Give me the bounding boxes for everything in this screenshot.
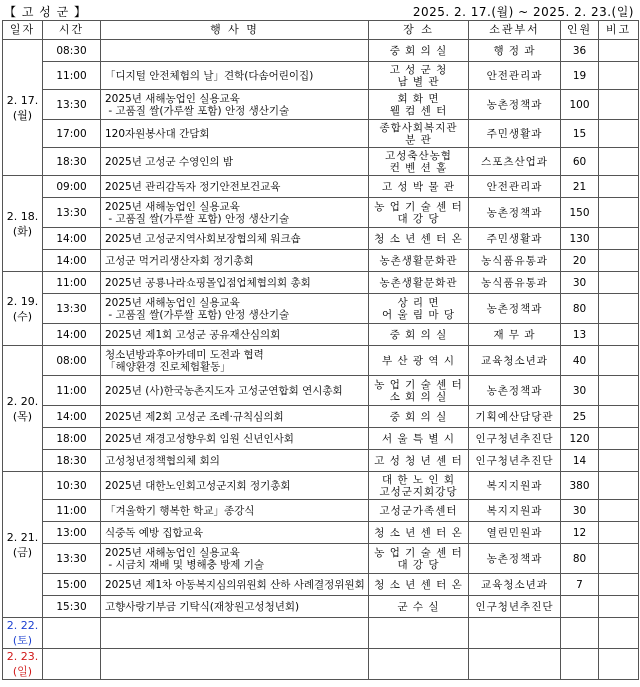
time-cell: 18:30 xyxy=(43,450,101,472)
note-cell xyxy=(599,406,639,428)
col-header-date: 일자 xyxy=(3,21,43,40)
note-cell xyxy=(599,272,639,294)
event-cell: 2025년 대한노인회고성군지회 정기총회 xyxy=(101,472,369,500)
place-cell: 청 소 년 센 터 온 xyxy=(369,522,469,544)
day-cell xyxy=(3,176,43,272)
note-cell xyxy=(599,198,639,228)
time-cell: 11:00 xyxy=(43,62,101,90)
note-cell xyxy=(599,120,639,148)
dept-cell: 행 정 과 xyxy=(469,40,561,62)
table-row xyxy=(3,500,639,522)
note-cell xyxy=(599,450,639,472)
table-row xyxy=(3,90,639,120)
dept-cell: 인구청년추진단 xyxy=(469,428,561,450)
note-cell xyxy=(599,428,639,450)
event-cell: 2025년 새해농업인 실용교육 - 시금치 재배 및 병해충 방제 기술 xyxy=(101,544,369,574)
table-row xyxy=(3,522,639,544)
day-cell xyxy=(3,618,43,649)
table-row xyxy=(3,228,639,250)
day-weekday: (수) xyxy=(12,309,33,323)
event-cell: 「겨울학기 행복한 학교」종강식 xyxy=(101,500,369,522)
day-date: 2. 17. xyxy=(6,93,39,107)
day-cell xyxy=(3,649,43,680)
time-cell: 11:00 xyxy=(43,500,101,522)
time-cell: 13:30 xyxy=(43,198,101,228)
time-cell: 18:30 xyxy=(43,148,101,176)
dept-cell: 인구청년추진단 xyxy=(469,596,561,618)
day-cell xyxy=(3,346,43,472)
table-row xyxy=(3,176,639,198)
time-cell: 13:00 xyxy=(43,522,101,544)
count-cell: 380 xyxy=(561,472,599,500)
table-row xyxy=(3,596,639,618)
place-cell: 고성군가족센터 xyxy=(369,500,469,522)
event-cell: 고향사랑기부금 기탁식(재창원고성청년회) xyxy=(101,596,369,618)
dept-cell: 안전관리과 xyxy=(469,176,561,198)
time-cell: 10:30 xyxy=(43,472,101,500)
time-cell xyxy=(43,618,101,649)
time-cell: 11:00 xyxy=(43,376,101,406)
county-title: 【 고 성 군 】 xyxy=(4,5,88,19)
place-cell: 고 성 군 청 남 별 관 xyxy=(369,62,469,90)
place-cell: 중 회 의 실 xyxy=(369,406,469,428)
event-cell: 2025년 제1차 아동복지심의위원회 산하 사례결정위원회 xyxy=(101,574,369,596)
dept-cell: 복지지원과 xyxy=(469,472,561,500)
note-cell xyxy=(599,228,639,250)
count-cell: 14 xyxy=(561,450,599,472)
count-cell: 150 xyxy=(561,198,599,228)
table-row xyxy=(3,272,639,294)
table-row xyxy=(3,428,639,450)
day-date: 2. 18. xyxy=(6,209,39,223)
event-cell xyxy=(101,649,369,680)
count-cell: 13 xyxy=(561,324,599,346)
event-cell: 120자원봉사대 간담회 xyxy=(101,120,369,148)
place-cell: 회 화 면 웰 컴 센 터 xyxy=(369,90,469,120)
table-row xyxy=(3,294,639,324)
dept-cell: 농촌정책과 xyxy=(469,376,561,406)
day-date: 2. 19. xyxy=(6,294,39,308)
event-cell: 2025년 고성군지역사회보장협의체 워크숍 xyxy=(101,228,369,250)
place-cell: 농 업 기 술 센 터 소 회 의 실 xyxy=(369,376,469,406)
place-cell: 종합사회복지관 분 관 xyxy=(369,120,469,148)
table-header-row xyxy=(3,21,639,40)
note-cell xyxy=(599,649,639,680)
count-cell: 80 xyxy=(561,544,599,574)
time-cell: 15:30 xyxy=(43,596,101,618)
place-cell: 부 산 광 역 시 xyxy=(369,346,469,376)
dept-cell: 농식품유통과 xyxy=(469,250,561,272)
time-cell: 14:00 xyxy=(43,250,101,272)
table-row xyxy=(3,62,639,90)
note-cell xyxy=(599,596,639,618)
note-cell xyxy=(599,148,639,176)
table-row xyxy=(3,148,639,176)
table-row xyxy=(3,40,639,62)
time-cell: 09:00 xyxy=(43,176,101,198)
place-cell: 상 리 면 어 울 림 마 당 xyxy=(369,294,469,324)
day-date: 2. 20. xyxy=(6,394,39,408)
time-cell: 14:00 xyxy=(43,324,101,346)
count-cell: 120 xyxy=(561,428,599,450)
dept-cell: 농촌정책과 xyxy=(469,544,561,574)
note-cell xyxy=(599,294,639,324)
count-cell: 30 xyxy=(561,500,599,522)
time-cell: 17:00 xyxy=(43,120,101,148)
col-header-place: 장 소 xyxy=(369,21,469,40)
place-cell: 농 업 기 술 센 터 대 강 당 xyxy=(369,198,469,228)
count-cell: 25 xyxy=(561,406,599,428)
dept-cell: 인구청년추진단 xyxy=(469,450,561,472)
table-row xyxy=(3,618,639,649)
count-cell: 19 xyxy=(561,62,599,90)
day-cell xyxy=(3,472,43,618)
note-cell xyxy=(599,574,639,596)
day-weekday: (일) xyxy=(12,665,33,678)
count-cell: 80 xyxy=(561,294,599,324)
note-cell xyxy=(599,250,639,272)
place-cell: 농촌생활문화관 xyxy=(369,272,469,294)
place-cell: 중 회 의 실 xyxy=(369,324,469,346)
dept-cell: 주민생활과 xyxy=(469,228,561,250)
page-header xyxy=(0,0,640,20)
event-cell xyxy=(101,618,369,649)
event-cell: 2025년 관리감독자 정기안전보건교육 xyxy=(101,176,369,198)
table-row xyxy=(3,346,639,376)
dept-cell: 주민생활과 xyxy=(469,120,561,148)
time-cell: 13:30 xyxy=(43,90,101,120)
note-cell xyxy=(599,62,639,90)
note-cell xyxy=(599,376,639,406)
dept-cell: 안전관리과 xyxy=(469,62,561,90)
table-row xyxy=(3,324,639,346)
dept-cell xyxy=(469,618,561,649)
count-cell: 36 xyxy=(561,40,599,62)
note-cell xyxy=(599,500,639,522)
note-cell xyxy=(599,522,639,544)
note-cell xyxy=(599,324,639,346)
day-date: 2. 22. xyxy=(6,619,39,632)
table-row xyxy=(3,250,639,272)
event-cell: 2025년 새해농업인 실용교육 - 고품질 쌀(가루쌀 포함) 안정 생산기술 xyxy=(101,198,369,228)
event-cell: 2025년 공룡나라쇼핑몰입점업체협의회 총회 xyxy=(101,272,369,294)
place-cell: 고 성 박 물 관 xyxy=(369,176,469,198)
count-cell: 12 xyxy=(561,522,599,544)
event-cell: 고성청년정책협의체 회의 xyxy=(101,450,369,472)
place-cell xyxy=(369,618,469,649)
note-cell xyxy=(599,346,639,376)
day-weekday: (화) xyxy=(12,224,33,238)
table-row xyxy=(3,376,639,406)
dept-cell: 농촌정책과 xyxy=(469,90,561,120)
table-row xyxy=(3,544,639,574)
place-cell: 청 소 년 센 터 온 xyxy=(369,228,469,250)
event-cell: 2025년 제2회 고성군 조례·규칙심의회 xyxy=(101,406,369,428)
count-cell xyxy=(561,596,599,618)
table-row xyxy=(3,574,639,596)
time-cell: 11:00 xyxy=(43,272,101,294)
col-header-note: 비고 xyxy=(599,21,639,40)
day-date: 2. 21. xyxy=(6,530,39,544)
count-cell: 21 xyxy=(561,176,599,198)
dept-cell: 교육청소년과 xyxy=(469,346,561,376)
place-cell: 군 수 실 xyxy=(369,596,469,618)
time-cell: 15:00 xyxy=(43,574,101,596)
event-cell: 2025년 (사)한국농촌지도자 고성군연합회 연시총회 xyxy=(101,376,369,406)
dept-cell: 교육청소년과 xyxy=(469,574,561,596)
note-cell xyxy=(599,472,639,500)
count-cell xyxy=(561,618,599,649)
day-weekday: (금) xyxy=(12,545,33,559)
time-cell: 18:00 xyxy=(43,428,101,450)
note-cell xyxy=(599,176,639,198)
event-cell: 2025년 새해농업인 실용교육 - 고품질 쌀(가루쌀 포함) 안정 생산기술 xyxy=(101,90,369,120)
place-cell: 고성축산농협 컨 벤 션 홀 xyxy=(369,148,469,176)
dept-cell: 스포츠산업과 xyxy=(469,148,561,176)
count-cell: 7 xyxy=(561,574,599,596)
place-cell: 청 소 년 센 터 온 xyxy=(369,574,469,596)
place-cell: 고 성 청 년 센 터 xyxy=(369,450,469,472)
dept-cell: 재 무 과 xyxy=(469,324,561,346)
event-cell: 고성군 먹거리생산자회 정기총회 xyxy=(101,250,369,272)
col-header-count: 인원 xyxy=(561,21,599,40)
dept-cell: 기획예산담당관 xyxy=(469,406,561,428)
table-row xyxy=(3,198,639,228)
count-cell: 60 xyxy=(561,148,599,176)
count-cell: 20 xyxy=(561,250,599,272)
day-weekday: (월) xyxy=(12,108,33,122)
table-row xyxy=(3,649,639,680)
event-cell: 「디지털 안전체험의 날」견학(다솜어린이집) xyxy=(101,62,369,90)
event-cell: 2025년 재경고성향우회 임원 신년인사회 xyxy=(101,428,369,450)
place-cell: 농촌생활문화관 xyxy=(369,250,469,272)
schedule-body xyxy=(3,40,639,680)
event-cell: 식중독 예방 집합교육 xyxy=(101,522,369,544)
time-cell: 08:30 xyxy=(43,40,101,62)
dept-cell: 농촌정책과 xyxy=(469,294,561,324)
count-cell: 40 xyxy=(561,346,599,376)
note-cell xyxy=(599,90,639,120)
schedule-period: 2025. 2. 17.(월) ~ 2025. 2. 23.(일) xyxy=(412,5,634,19)
day-weekday: (토) xyxy=(12,634,33,647)
schedule-table xyxy=(2,20,639,680)
event-cell: 2025년 제1회 고성군 공유재산심의회 xyxy=(101,324,369,346)
table-row xyxy=(3,120,639,148)
table-row xyxy=(3,472,639,500)
event-cell: 2025년 새해농업인 실용교육 - 고품질 쌀(가루쌀 포함) 안정 생산기술 xyxy=(101,294,369,324)
count-cell: 30 xyxy=(561,376,599,406)
place-cell: 중 회 의 실 xyxy=(369,40,469,62)
day-cell xyxy=(3,40,43,176)
note-cell xyxy=(599,618,639,649)
time-cell: 08:00 xyxy=(43,346,101,376)
count-cell: 100 xyxy=(561,90,599,120)
time-cell: 14:00 xyxy=(43,406,101,428)
col-header-event: 행 사 명 xyxy=(101,21,369,40)
count-cell: 130 xyxy=(561,228,599,250)
table-row xyxy=(3,450,639,472)
event-cell: 2025년 고성군 수영인의 밤 xyxy=(101,148,369,176)
time-cell: 14:00 xyxy=(43,228,101,250)
time-cell xyxy=(43,649,101,680)
note-cell xyxy=(599,40,639,62)
dept-cell: 열린민원과 xyxy=(469,522,561,544)
place-cell xyxy=(369,649,469,680)
day-weekday: (목) xyxy=(12,409,33,423)
time-cell: 13:30 xyxy=(43,544,101,574)
time-cell: 13:30 xyxy=(43,294,101,324)
event-cell xyxy=(101,40,369,62)
day-date: 2. 23. xyxy=(6,650,39,663)
count-cell xyxy=(561,649,599,680)
day-cell xyxy=(3,272,43,346)
col-header-time: 시간 xyxy=(43,21,101,40)
table-row xyxy=(3,406,639,428)
place-cell: 대 한 노 인 회 고성군지회강당 xyxy=(369,472,469,500)
col-header-dept: 소관부서 xyxy=(469,21,561,40)
dept-cell: 복지지원과 xyxy=(469,500,561,522)
count-cell: 30 xyxy=(561,272,599,294)
note-cell xyxy=(599,544,639,574)
count-cell: 15 xyxy=(561,120,599,148)
dept-cell: 농식품유통과 xyxy=(469,272,561,294)
place-cell: 서 울 특 별 시 xyxy=(369,428,469,450)
event-cell: 청소년방과후아카데미 도전과 협력 「해양환경 진로체험활동」 xyxy=(101,346,369,376)
dept-cell xyxy=(469,649,561,680)
place-cell: 농 업 기 술 센 터 대 강 당 xyxy=(369,544,469,574)
dept-cell: 농촌정책과 xyxy=(469,198,561,228)
